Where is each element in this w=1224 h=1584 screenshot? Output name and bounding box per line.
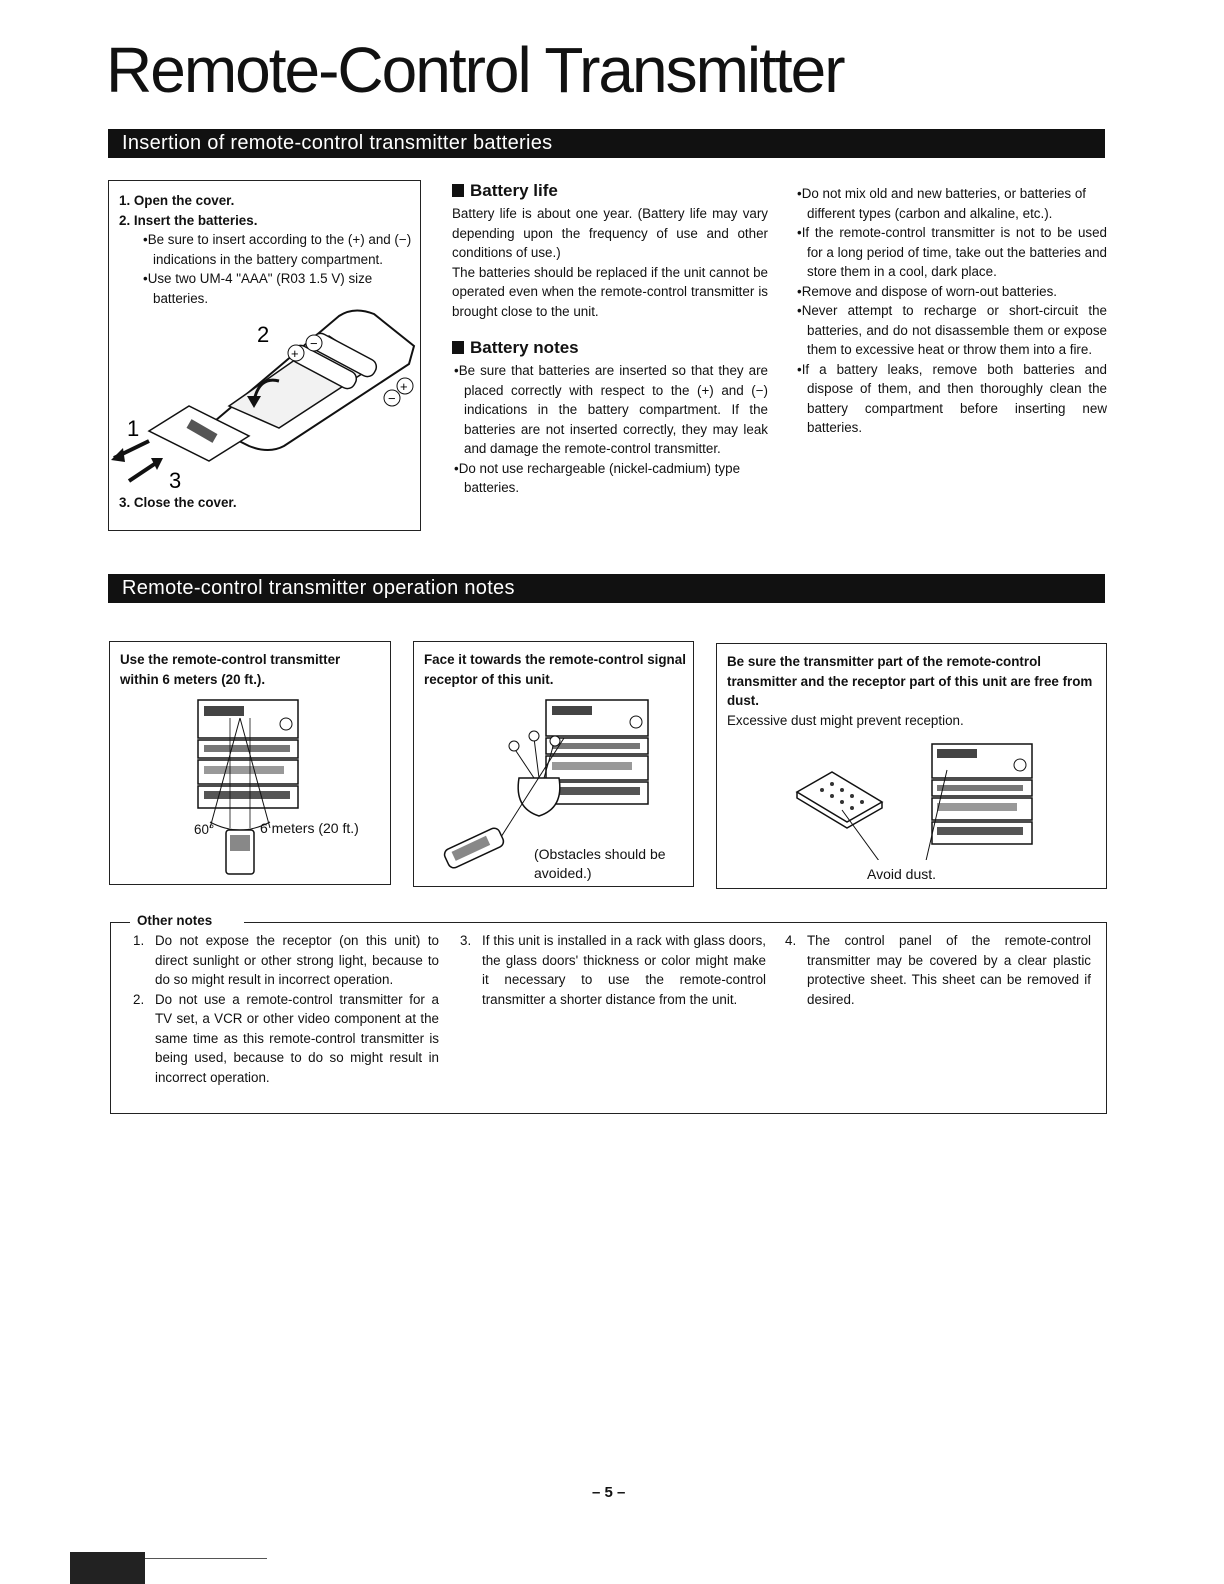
battery-life-para1: Battery life is about one year. (Battery life may vary depending upon the frequency of use and other conditions of use.) [452, 206, 768, 260]
other-notes-col2 [460, 931, 766, 1009]
figure-label-1: 1 [127, 416, 140, 441]
step-bullet-battery-size: •Use two UM-4 "AAA" (R03 1.5 V) size batteries. [143, 271, 373, 306]
battery-note-item: •If a battery leaks, remove both batteries and dispose of them, and then thoroughly clean the battery compartment before inserting new batteries. [797, 361, 1107, 435]
operation-box-distance [109, 641, 391, 885]
battery-notes-heading: Battery notes [452, 337, 768, 359]
operation-box-face-receptor [413, 641, 694, 887]
dust-figure [787, 740, 1037, 860]
other-notes-box [110, 913, 1107, 1114]
battery-info-column [452, 180, 768, 498]
other-notes-col3 [785, 931, 1091, 1009]
page-title: Remote-Control Transmitter [106, 34, 844, 106]
battery-note-item: •Be sure that batteries are inserted so that they are placed correctly with respect to the (+) and (−) indications in the battery compartment. If the batteries are not inserted correctly, they may leak and damage the remote-control transmitter. [454, 363, 768, 456]
battery-notes-right-column [795, 184, 1107, 438]
step-bullet-polarity: •Be sure to insert according to the (+) and (−) indications in the battery compartment. [143, 232, 412, 267]
operation-box-dust [716, 643, 1107, 889]
step-close-cover: 3. Close the cover. [119, 495, 237, 510]
section-heading-operation-text: Remote-control transmitter operation notes [122, 577, 515, 599]
scan-artifact-mark [70, 1552, 145, 1584]
other-note-item: 3. If this unit is installed in a rack with glass doors, the glass doors' thickness or color might make it necessary to use the remote-control transmitter a shorter distance from the unit. [460, 933, 766, 1007]
step-open-cover: 1. Open the cover. [119, 193, 235, 208]
battery-insertion-figure [109, 306, 419, 491]
section-heading-insertion-text: Insertion of remote-control transmitter batteries [122, 132, 553, 154]
svg-text:−: − [310, 336, 318, 351]
insertion-steps-box [108, 180, 421, 531]
battery-life-heading: Battery life [452, 180, 768, 202]
angle-label: 60° [194, 822, 215, 837]
other-note-item: 4. The control panel of the remote-control transmitter may be covered by a clear plastic protective sheet. This sheet can be removed if desired. [785, 933, 1091, 1007]
svg-text:+: + [291, 346, 299, 361]
other-note-item: 2. Do not use a remote-control transmitter for a TV set, a VCR or other video component at the same time as this remote-control transmitter is being used, because to do so might result in incorrect operation. [133, 991, 439, 1085]
svg-text:−: − [388, 391, 396, 406]
vase-obstacle-shape [518, 778, 560, 816]
avoid-dust-caption: Avoid dust. [867, 866, 937, 882]
operation-box-dust-text: Be sure the transmitter part of the remote-control transmitter and the receptor part of this unit are free from dust. [727, 654, 1093, 708]
obstacle-caption: (Obstacles should be avoided.) [534, 846, 666, 881]
section-heading-operation [108, 574, 1105, 603]
distance-label: 6 meters (20 ft.) [260, 820, 359, 836]
other-note-item: 1. Do not expose the receptor (on this unit) to direct sunlight or other strong light, because to do so might result in incorrect operation. [133, 933, 439, 987]
battery-life-para2: The batteries should be replaced if the unit cannot be operated even when the remote-control transmitter is brought close to the unit. [452, 264, 768, 319]
figure-label-2: 2 [257, 322, 270, 347]
operation-box-dust-subtext: Excessive dust might prevent reception. [727, 713, 964, 728]
other-notes-col1 [133, 931, 439, 1087]
stereo-distance-figure [190, 698, 305, 878]
battery-note-item: •Do not use rechargeable (nickel-cadmium) type batteries. [454, 460, 741, 495]
figure-label-3: 3 [169, 468, 182, 491]
battery-note-item: •If the remote-control transmitter is not to be used for a long period of time, take out the batteries and store them in a cool, dark place. [797, 225, 1107, 279]
battery-note-item: •Do not mix old and new batteries, or batteries of different types (carbon and alkaline, etc.). [797, 186, 1087, 221]
scan-artifact-line [145, 1558, 267, 1559]
operation-box-distance-text: Use the remote-control transmitter within 6 meters (20 ft.). [120, 652, 341, 687]
battery-note-item: •Never attempt to recharge or short-circuit the batteries, and do not disassemble them or expose them to excessive heat or throw them into a fire. [797, 303, 1107, 357]
battery-note-item: •Remove and dispose of worn-out batteries. [797, 283, 1057, 299]
other-notes-heading: Other notes [133, 911, 216, 931]
section-heading-insertion [108, 129, 1105, 158]
operation-box-face-receptor-text: Face it towards the remote-control signal receptor of this unit. [424, 652, 686, 687]
page-number: – 5 – [592, 1484, 626, 1501]
svg-text:+: + [400, 379, 408, 394]
step-insert-batteries: 2. Insert the batteries. [119, 212, 258, 228]
